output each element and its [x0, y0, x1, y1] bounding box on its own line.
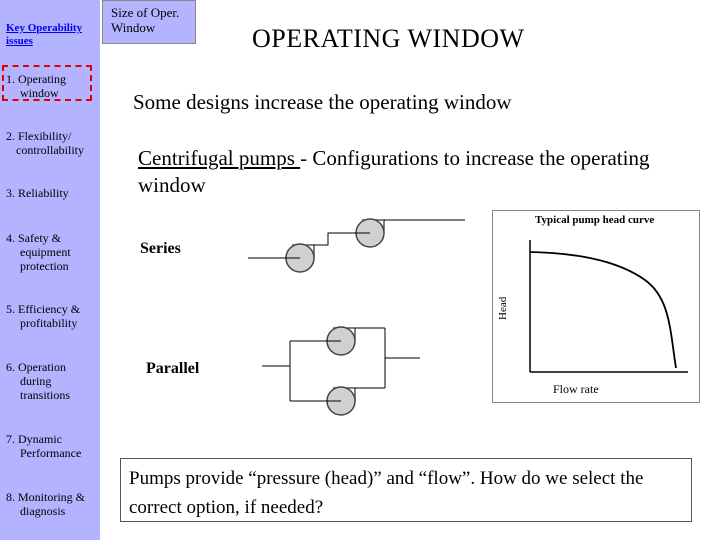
question-box: Pumps provide “pressure (head)” and “flow”. How do we select the correct option, if needed?: [120, 458, 692, 522]
sidebar-item-label: 7. Dynamic: [6, 432, 62, 446]
page-title: OPERATING WINDOW: [252, 24, 525, 53]
curve-y-label: Head: [497, 296, 509, 320]
curve-title: Typical pump head curve: [535, 214, 655, 226]
sidebar-item-label: 5. Efficiency &: [6, 302, 81, 316]
sidebar-item-label: 2. Flexibility/: [6, 129, 72, 143]
parallel-label: Parallel: [146, 360, 200, 377]
tab-label: Size of Oper.: [111, 5, 180, 20]
sidebar-item-label: 1. Operating: [6, 72, 66, 86]
sidebar-item-label: 4. Safety &: [6, 231, 61, 245]
series-label: Series: [140, 240, 181, 257]
sidebar-item-label: equipment: [20, 245, 71, 259]
curve-x-label: Flow rate: [553, 382, 599, 396]
sidebar-item-label: during: [20, 374, 52, 388]
sidebar-item-label: 8. Monitoring &: [6, 490, 86, 504]
pumps-underlined: Centrifugal pumps: [138, 146, 301, 170]
key-line: Key Operability issues: [6, 22, 83, 47]
sidebar-item-label: Performance: [20, 446, 82, 460]
sidebar-item-label: protection: [20, 259, 69, 273]
subtitle: Some designs increase the operating window: [133, 90, 512, 114]
tab-label: Window: [111, 20, 156, 35]
sidebar-item-label: profitability: [20, 316, 78, 330]
pumps-rest: - Configurations to increase the operating window: [138, 146, 650, 197]
sidebar-item-label: 3. Reliability: [6, 186, 69, 200]
sidebar-item-label: 6. Operation: [6, 360, 66, 374]
head-curve-line: [530, 252, 676, 368]
sidebar-item-label: window: [20, 86, 59, 100]
sidebar-item-label: diagnosis: [20, 504, 66, 518]
sidebar-item-label: controllability: [16, 143, 84, 157]
sidebar-item-label: transitions: [20, 388, 70, 402]
